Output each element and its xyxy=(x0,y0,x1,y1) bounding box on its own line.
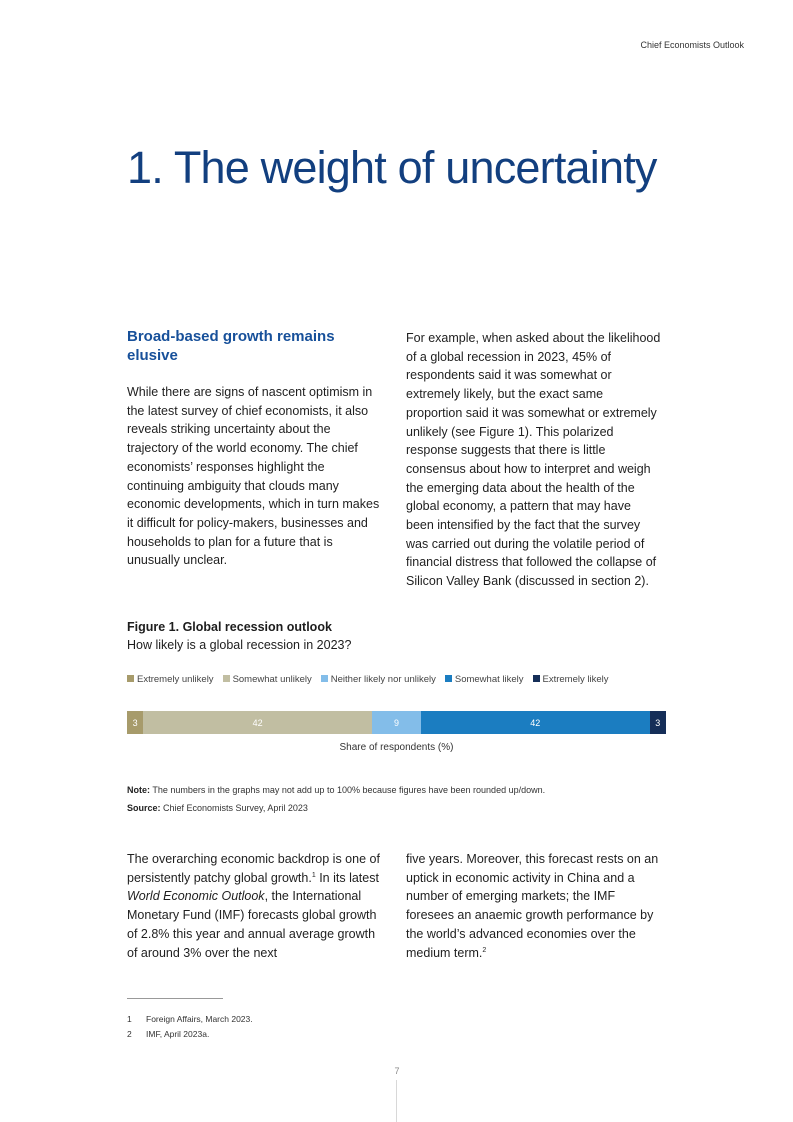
left-paragraph: While there are signs of nascent optimism in the latest survey of chief economists, it also reveals striking uncertainty about the trajectory of the world economy. The chief economists’ responses highlight the continuing ambiguity that clouds many economic developments, which in turn makes it difficult for policy-makers, businesses and households to plan for a future that is unusually unclear. xyxy=(127,385,380,568)
legend-label: Somewhat likely xyxy=(454,674,524,685)
legend-label: Somewhat unlikely xyxy=(232,674,312,685)
figure-source: Source: Chief Economists Survey, April 2023 xyxy=(127,803,308,813)
footnote-ref-1: 1 xyxy=(311,871,316,879)
legend-swatch xyxy=(321,675,328,682)
legend-item xyxy=(321,674,436,685)
right-paragraph: For example, when asked about the likelihood of a global recession in 2023, 45% of respondents said it was somewhat or extremely likely, but the exact same proportion said it was somewhat or extremely unlikely (see Figure 1). This polarized response suggests that there is little consensus about how to interpret and weigh the emerging data about the health of the global economy, a pattern that may have been intensified by the fact that the survey was carried out during the volatile period of financial distress that followed the collapse of Silicon Valley Bank (discussed in section 2). xyxy=(406,331,661,589)
section-subheading: Broad-based growth remains elusive xyxy=(127,328,335,364)
figure-note: Note: The numbers in the graphs may not add up to 100% because figures have been rounded up/down. xyxy=(127,785,546,795)
figure-heading xyxy=(127,618,351,654)
legend-swatch xyxy=(445,675,452,682)
legend-swatch xyxy=(533,675,540,682)
figure-subtitle: How likely is a global recession in 2023? xyxy=(127,638,352,652)
legend-item xyxy=(127,674,214,685)
figure-title: Figure 1. Global recession outlook xyxy=(127,620,332,634)
footnotes xyxy=(127,1012,253,1042)
legend-item xyxy=(533,674,609,685)
page-rule xyxy=(396,1080,397,1122)
footnote-ref-2: 2 xyxy=(482,946,487,954)
legend-label: Extremely likely xyxy=(542,674,609,685)
bar-value-label: 3 xyxy=(132,717,138,728)
stacked-bar xyxy=(127,711,666,734)
legend-item xyxy=(223,674,312,685)
legend-swatch xyxy=(127,675,134,682)
bar-segment xyxy=(127,711,143,734)
x-axis-label: Share of respondents (%) xyxy=(339,742,454,753)
body-left-paragraph: The overarching economic backdrop is one of persistently patchy global growth.$^1$ In its latest World Economic Outlook, the International Monetary Fund (IMF) forecasts global growth of 2.8% this year and annual average growth of around 3% over the next xyxy=(127,852,380,960)
bar-segment xyxy=(650,711,666,734)
legend-swatch xyxy=(223,675,230,682)
bar-segment xyxy=(143,711,372,734)
page-title: 1. The weight of uncertainty xyxy=(127,142,657,193)
legend-label: Extremely unlikely xyxy=(137,674,214,685)
bar-value-label: 3 xyxy=(655,717,661,728)
left-column xyxy=(127,327,383,570)
page-number: 7 xyxy=(394,1066,400,1076)
bar-value-label: 42 xyxy=(252,717,263,728)
footnote-1: 1 Foreign Affairs, March 2023. xyxy=(127,1014,253,1024)
body-right-paragraph: five years. Moreover, this forecast rests on an uptick in economic activity in China and a number of emerging markets; the IMF foresees an anaemic growth performance by the world’s advanced economies over the medium term.$^2$ xyxy=(406,852,659,960)
legend-label: Neither likely nor unlikely xyxy=(330,674,436,685)
body-right-column xyxy=(406,850,662,962)
footnote-divider xyxy=(127,998,223,999)
figure-notes xyxy=(127,781,545,817)
bar-segment xyxy=(421,711,650,734)
bar-value-label: 42 xyxy=(530,717,541,728)
body-left-column xyxy=(127,850,383,962)
bar-segment xyxy=(372,711,421,734)
footnote-2: 2 IMF, April 2023a. xyxy=(127,1029,210,1039)
chart-legend xyxy=(127,674,618,685)
bar-value-label: 9 xyxy=(393,717,399,728)
running-header: Chief Economists Outlook xyxy=(640,40,744,50)
legend-item xyxy=(445,674,524,685)
right-column xyxy=(406,329,662,591)
